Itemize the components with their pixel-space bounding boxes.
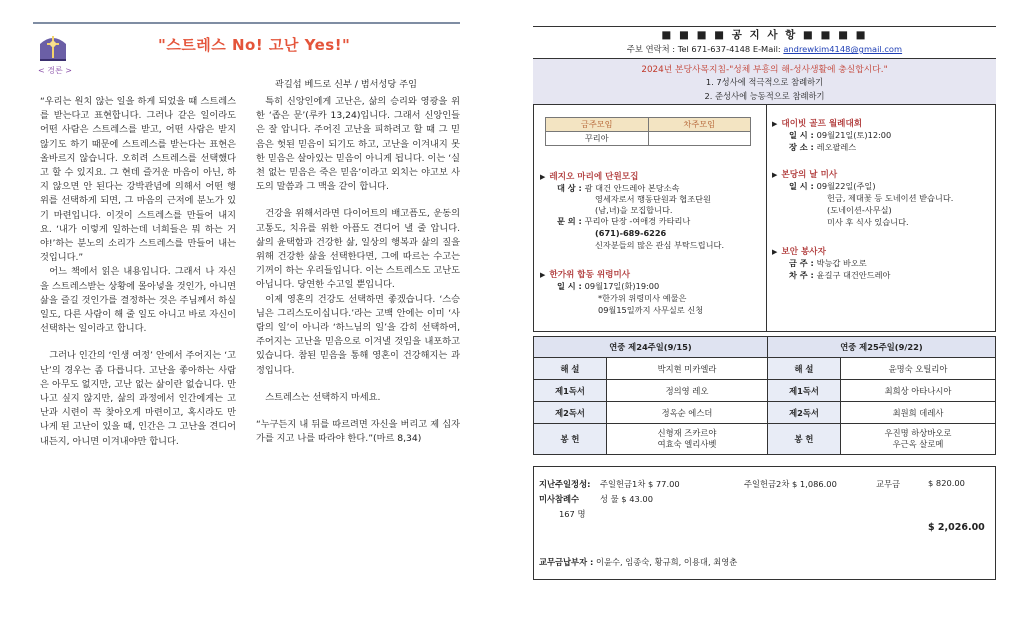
legio-note: 신자분들의 많은 관심 부탁드립니다. — [595, 240, 725, 250]
feast-title: ▶ 본당의 날 미사 — [772, 170, 838, 180]
golf-title: ▶ 대이빗 골프 월례대회 — [772, 119, 863, 129]
triangle-bullet-icon: ▶ — [772, 248, 778, 256]
paragraph: 이제 영혼의 건강도 선택하면 좋겠습니다. ‘스승님은 그리스도이십니다.’라는 고백 안에는 이미 ‘사람의 일’이 아니라 ‘하느님의 일’을 감히 선택하여, 주어지는 고난을 믿음으로 이겨낼 것임을 내포하고 있습니다. 참된 믿음을 통해 영혼이 건강해지는 과정입니다. — [256, 293, 460, 376]
attendance-label: 미사참례수 — [539, 494, 580, 504]
offering-first: 주일헌금1차 $ 77.00 — [600, 479, 680, 489]
role-person: 윤명숙 오틸리아 — [841, 358, 996, 380]
mission-label: 교무금 — [876, 479, 901, 489]
policy-item: 2. 준성사에 능동적으로 참례하기 — [704, 91, 825, 101]
role-person: 최희상 아타나시아 — [841, 380, 996, 402]
finance-label: 지난주일정성: — [539, 479, 591, 489]
logo-caption: < 경론 > — [38, 66, 72, 75]
golf-place: 장 소 : 레오팔레스 — [789, 142, 857, 152]
offering-second: 주일헌금2차 $ 1,086.00 — [744, 479, 837, 489]
role-label: 제1독서 — [534, 380, 607, 402]
notice-title: ■ ■ ■ ■ 공 지 사 항 ■ ■ ■ ■ — [661, 29, 868, 41]
golf-date: 일 시 : 09월21일(토)12:00 — [789, 130, 892, 140]
attendance-count: 167 명 — [559, 509, 586, 519]
meeting-header-this-week: 금주모임 — [546, 118, 649, 132]
role-label: 해 설 — [534, 358, 607, 380]
legio-phone: (671)-689-6226 — [595, 228, 667, 238]
role-label: 봉 헌 — [768, 424, 841, 455]
security-this-week: 금 주 : 박능갑 바오로 — [789, 258, 867, 268]
feast-line: 헌금, 제대꽃 등 도네이션 받습니다. — [827, 193, 954, 203]
policy-title: 2024년 본당사목지침-"성체 부흥의 해-성사생활에 충실합시다." — [641, 65, 888, 75]
chuseok-line: *한가위 위령미사 예물은 — [598, 293, 687, 303]
triangle-bullet-icon: ▶ — [772, 171, 778, 179]
role-person: 신형재 즈카르야 여효숙 엘리사벳 — [607, 424, 768, 455]
role-label: 해 설 — [768, 358, 841, 380]
policy-item: 1. 7성사에 적극적으로 참례하기 — [705, 77, 824, 87]
contact-label: 주보 연락처 : Tel 671-637-4148 E-Mail: — [626, 44, 784, 54]
mission-amount: $ 820.00 — [928, 478, 965, 488]
chuseok-title: ▶ 한가위 합동 위령미사 — [540, 270, 631, 280]
contact-line — [533, 43, 996, 55]
role-label: 제2독서 — [768, 402, 841, 424]
triangle-bullet-icon: ▶ — [540, 173, 546, 181]
security-title: ▶ 보안 봉사자 — [772, 247, 826, 257]
meeting-next-week — [648, 132, 751, 146]
essay-column-2 — [256, 95, 460, 446]
essay-title: "스트레스 No! 고난 Yes!" — [158, 36, 351, 54]
meeting-this-week: 꾸리아 — [546, 132, 649, 146]
donors-line: 교무금납부자 : 이윤수, 임종숙, 황규희, 이용대, 최영춘 — [539, 557, 738, 567]
liturgy-header-week24: 연중 제24주일(9/15) — [534, 337, 768, 358]
role-person: 최원희 데레사 — [841, 402, 996, 424]
total-amount: $ 2,026.00 — [928, 522, 985, 533]
liturgy-header-week25: 연중 제25주일(9/22) — [768, 337, 996, 358]
feast-date: 일 시 : 09월22일(주일) — [789, 181, 876, 191]
legio-target-line: (남,녀)을 모집합니다. — [595, 205, 673, 215]
meeting-header-next-week: 차주모임 — [648, 118, 751, 132]
role-label: 제2독서 — [534, 402, 607, 424]
church-logo-icon — [36, 32, 70, 62]
scripture-quote: “누구든지 내 뒤를 따르려면 자신을 버리고 제 십자가를 지고 나를 따라야 한다.”(마르 8,34) — [256, 419, 460, 445]
legio-target-line: 영세자로서 행동단원과 협조단원 — [595, 194, 711, 204]
role-label: 제1독서 — [768, 380, 841, 402]
chuseok-line: 09월15일까지 사무실로 신청 — [598, 305, 704, 315]
role-person: 박지현 미카엘라 — [607, 358, 768, 380]
essay-column-1 — [40, 95, 236, 449]
role-person: 정의영 레오 — [607, 380, 768, 402]
feast-line: 미사 후 식사 있습니다. — [827, 217, 909, 227]
triangle-bullet-icon: ▶ — [540, 271, 546, 279]
email-link[interactable]: andrewkim4148@gmail.com — [783, 44, 903, 54]
legio-target: 대 상 : 괌 대건 안드레아 본당소속 — [557, 183, 680, 193]
legio-contact: 문 의 : 꾸리아 단장 -여애경 카타리나 — [557, 216, 691, 226]
triangle-bullet-icon: ▶ — [772, 120, 778, 128]
chuseok-date: 일 시 : 09월17일(화)19:00 — [557, 281, 660, 291]
liturgy-table — [533, 336, 996, 455]
paragraph: 특히 신앙인에게 고난은, 삶의 승리와 영광을 위한 ‘좁은 문’(루카 13,24)입니다. 그래서 신앙인들은 잘 압니다. 주어진 고난을 피하려고 할 때 그 믿음은 헛된 믿음이 되기도 하고, 고난을 이겨내지 못한 믿음은 살아있는 믿음이 아니게 됩니다. 이는 ‘실천 없는 믿음은 죽은 믿음’이라고 외치는 야고보 사도의 말씀과 그 맥을 같이 합니다. — [256, 96, 460, 193]
meeting-table — [545, 117, 751, 146]
role-person: 정옥순 에스더 — [607, 402, 768, 424]
special-offering: 성 물 $ 43.00 — [600, 494, 653, 504]
security-next-week: 차 주 : 윤길구 대건안드레아 — [789, 270, 891, 280]
paragraph: 건강을 위해서라면 다이어트의 배고픔도, 운동의 고통도, 치유를 위한 아픔도 견디어 낼 줄 압니다. 삶의 윤택함과 건강한 삶, 일상의 행복과 삶의 질을 위해 건강한 삶을 선택한다면, 그에 따르는 수고는 기꺼이 하는 우리들입니다. 이는 스트레스도 고난도 아닙니다. 당연한 수고일 뿐입니다. — [256, 208, 460, 291]
paragraph: 스트레스는 선택하지 마세요. — [265, 391, 381, 403]
role-label: 봉 헌 — [534, 424, 607, 455]
role-person: 우진명 하상바오로 우근옥 살로메 — [841, 424, 996, 455]
paragraph: “우리는 원치 않는 일을 하게 되었을 때 스트레스를 받는다고 표현합니다. 그러나 같은 일이라도 어떤 사람은 스트레스를 받고, 어떤 사람은 받지 않기도 하기 때문에 스트레스를 받는다는 표현은 올바르지 않습니다. 오히려 스트레스를 선택했다고 할 수 있지요. 그 현데 즐거운 마음이 아닌, 하지 않으면 안 된다는 강박관념에 의해서 어떤 행위를 선택하게 되면, 그 마음의 근저에 분노가 있기 마련입니다. 이것이 스트레스를 만들어 내지요. ‘내가 이렇게 일하는데 너희들은 뭐 하는 거야!’하는 분노의 소리가 스트레스를 만들어 내는 것입니다.” — [40, 96, 236, 264]
events-divider — [766, 104, 767, 332]
essay-author: 곽길섭 베드로 신부 / 범서성당 주임 — [275, 79, 417, 90]
paragraph: 어느 책에서 읽은 내용입니다. 그래서 나 자신을 스트레스받는 상황에 몰아넣을 것인가, 아니면 삶을 즐길 것인가를 결정하는 것은 주님께서 하실 일도, 다른 사람이 해 줄 일도 아니고 바로 자신이 선택하는 일이라고 합니다. — [40, 266, 236, 335]
paragraph: 그러나 인간의 ‘인생 여정’ 안에서 주어지는 ‘고난’의 경우는 좀 다릅니다. 고난을 좋아하는 사람은 아무도 없지만, 고난 없는 삶이란 없습니다. 만나고 싶지 않지만, 삶의 과정에서 인간에게는 고난과 시련이 꼭 찾아오게 마련이고, 혹시라도 만나게 된 고난이 있을 때, 인간은 그 고난을 견디어 내든지, 아니면 이겨내야만 합니다. — [40, 350, 236, 447]
top-rule — [33, 22, 460, 24]
legio-title: ▶ 레지오 마리에 단원모집 — [540, 172, 639, 182]
feast-line: (도네이션-사무실) — [827, 205, 892, 215]
